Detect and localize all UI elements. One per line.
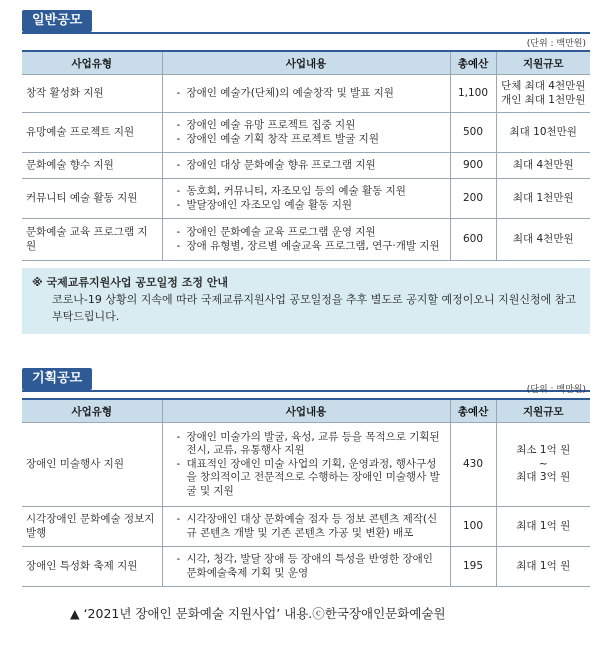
row-budget: 1,100	[450, 75, 496, 113]
row-scale: 최대 1억 원	[496, 507, 590, 547]
scale-line: 단체 최대 4천만원	[501, 80, 586, 92]
scale-line: ~	[538, 457, 548, 470]
header-budget: 총예산	[450, 399, 496, 423]
row-type: 창작 활성화 지원	[22, 75, 162, 113]
header-scale: 지원규모	[496, 399, 590, 423]
row-budget: 900	[450, 153, 496, 179]
row-content	[162, 153, 450, 179]
content-item: - 장애인 예술 기획 창작 프로젝트 발굴 지원	[177, 133, 446, 147]
general-unit: (단위 : 백만원)	[526, 39, 586, 49]
row-content	[162, 219, 450, 261]
table-row	[22, 423, 590, 507]
row-budget: 600	[450, 219, 496, 261]
row-content	[162, 179, 450, 219]
row-scale: 최대 4천만원	[496, 153, 590, 179]
row-scale: 최대 1억 원	[496, 547, 590, 587]
row-content	[162, 113, 450, 153]
content-item: - 동호회, 커뮤니티, 자조모임 등의 예술 활동 지원	[177, 185, 446, 199]
scale-line: 최소 1억 원	[516, 444, 571, 457]
header-content: 사업내용	[162, 51, 450, 75]
planned-title-underline	[22, 390, 590, 392]
image-caption: ▲ ‘2021년 장애인 문화예술 지원사업’ 내용.ⓒ한국장애인문화예술원	[70, 606, 446, 621]
scale-line: 최대 3억 원	[516, 471, 571, 484]
planned-title: 기획공모	[22, 368, 92, 390]
notice-title: ※ 국제교류지원사업 공모일정 조정 안내	[32, 276, 229, 289]
table-row	[22, 75, 590, 113]
notice-box	[22, 268, 590, 334]
row-type: 유망예술 프로젝트 지원	[22, 113, 162, 153]
content-item: - 시각, 청각, 발달 장애 등 장애의 특성을 반영한 장애인 문화예술축제 기획 및 운영	[177, 553, 446, 580]
content-item: - 장애인 미술가의 발굴, 육성, 교류 등을 목적으로 기획된 전시, 교류, 유통행사 지원	[177, 431, 446, 458]
row-content	[162, 423, 450, 507]
row-type: 장애인 미술행사 지원	[22, 423, 162, 507]
table-row	[22, 113, 590, 153]
general-title-underline	[22, 32, 590, 34]
row-content	[162, 547, 450, 587]
content-item: - 대표적인 장애인 미술 사업의 기획, 운영과정, 행사구성을 창의적이고 전문적으로 수행하는 장애인 미술행사 발굴 및 지원	[177, 458, 446, 499]
notice-body: 코로나-19 상황의 지속에 따라 국제교류지원사업 공모일정을 추후 별도로 공지할 예정이오니 지원신청에 참고 부탁드립니다.	[52, 293, 576, 323]
content-item: - 장애 유형별, 장르별 예술교육 프로그램, 연구·개발 지원	[177, 240, 446, 254]
scale-line: 개인 최대 1천만원	[501, 93, 586, 106]
planned-unit: (단위 : 백만원)	[526, 385, 586, 395]
planned-table	[22, 398, 590, 587]
row-content	[162, 75, 450, 113]
row-scale: 최대 10천만원	[496, 113, 590, 153]
row-scale: 최대 4천만원	[496, 219, 590, 261]
header-type: 사업유형	[22, 51, 162, 75]
table-row	[22, 507, 590, 547]
header-type: 사업유형	[22, 399, 162, 423]
row-type: 문화예술 교육 프로그램 지원	[22, 219, 162, 261]
content-item: - 장애인 문화예술 교육 프로그램 운영 지원	[177, 226, 446, 240]
content-item: - 발달장애인 자조모임 예술 활동 지원	[177, 199, 446, 213]
row-budget: 500	[450, 113, 496, 153]
general-table	[22, 50, 590, 261]
row-type: 장애인 특성화 축제 지원	[22, 547, 162, 587]
content-item: - 장애인 대상 문화예술 향유 프로그램 지원	[177, 159, 446, 173]
row-scale: 최대 1천만원	[496, 179, 590, 219]
header-budget: 총예산	[450, 51, 496, 75]
row-type: 커뮤니티 예술 활동 지원	[22, 179, 162, 219]
row-type: 문화예술 향수 지원	[22, 153, 162, 179]
content-item: - 장애인 예술가(단체)의 예술창작 및 발표 지원	[177, 87, 446, 101]
table-row	[22, 547, 590, 587]
row-budget: 100	[450, 507, 496, 547]
table-row	[22, 179, 590, 219]
header-content: 사업내용	[162, 399, 450, 423]
row-type: 시각장애인 문화예술 정보지 발행	[22, 507, 162, 547]
row-scale	[496, 75, 590, 113]
table-row	[22, 153, 590, 179]
planned-header-row	[22, 399, 590, 423]
content-item: - 장애인 예술 유망 프로젝트 집중 지원	[177, 119, 446, 133]
row-budget: 200	[450, 179, 496, 219]
general-header-row	[22, 51, 590, 75]
row-content	[162, 507, 450, 547]
row-budget: 195	[450, 547, 496, 587]
table-row	[22, 219, 590, 261]
row-scale	[496, 423, 590, 507]
header-scale: 지원규모	[496, 51, 590, 75]
general-title: 일반공모	[22, 10, 92, 32]
row-budget: 430	[450, 423, 496, 507]
content-item: - 시각장애인 대상 문화예술 점자 등 정보 콘텐츠 제작(신규 콘텐츠 개발 및 기존 콘텐츠 가공 및 변환) 배포	[177, 513, 446, 540]
